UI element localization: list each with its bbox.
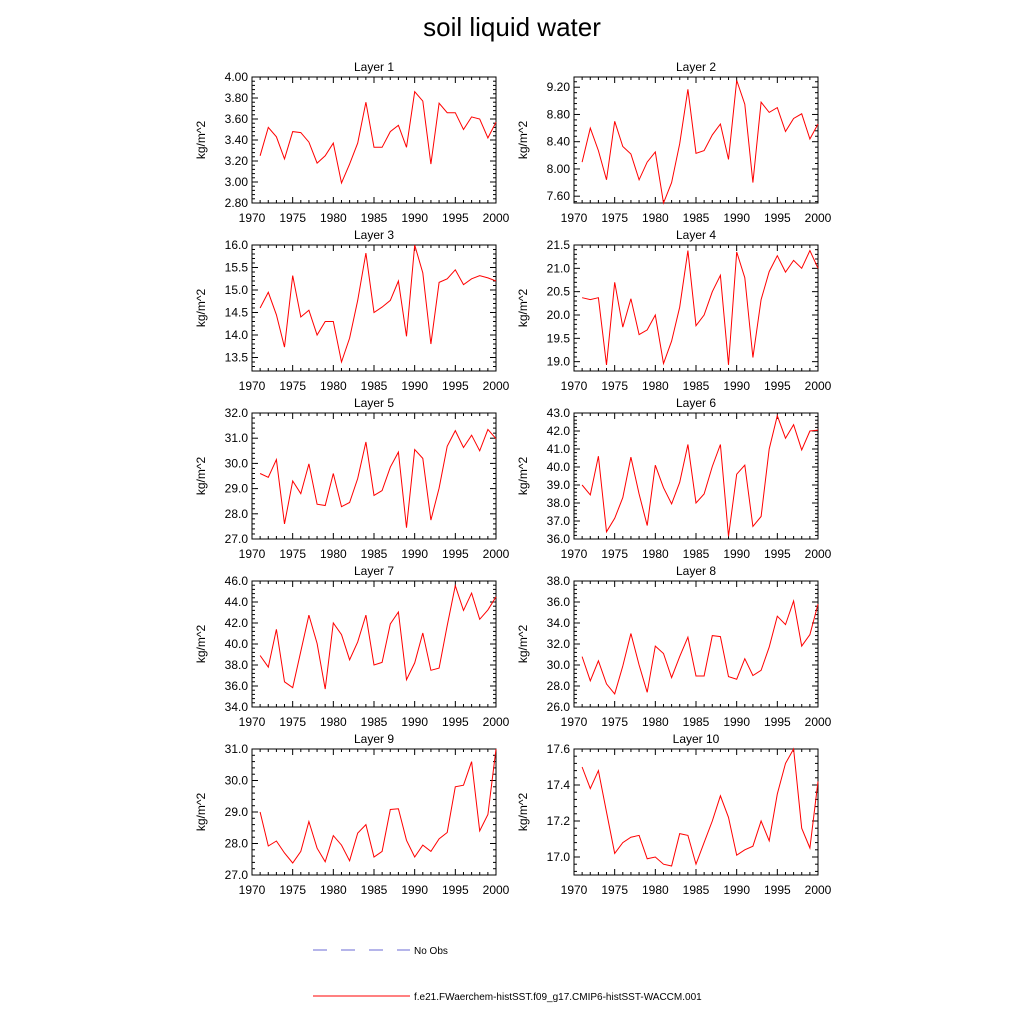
y-tick-label: 29.0	[224, 805, 248, 819]
y-tick-label: 8.40	[546, 134, 570, 149]
x-tick-label: 1985	[360, 715, 388, 729]
y-axis-label: kg/m^2	[516, 456, 530, 496]
y-tick-label: 8.80	[546, 107, 570, 122]
y-tick-label: 14.5	[224, 305, 248, 320]
x-tick-label: 1980	[641, 379, 669, 393]
x-tick-label: 1995	[763, 379, 791, 393]
legend	[313, 946, 702, 1003]
panel-title: Layer 5	[353, 396, 395, 410]
panel-title: Layer 9	[353, 732, 395, 746]
y-tick-label: 36.0	[224, 679, 248, 693]
x-tick-label: 1990	[401, 379, 429, 393]
x-tick-label: 1975	[279, 547, 307, 561]
y-tick-label: 27.0	[224, 868, 248, 882]
y-tick-label: 19.0	[546, 354, 570, 369]
y-tick-label: 30.0	[546, 658, 570, 672]
legend-obs-label: No Obs	[414, 946, 448, 957]
y-tick-label: 38.0	[224, 658, 248, 672]
y-axis-label: kg/m^2	[516, 792, 530, 832]
y-tick-label: 30.0	[224, 773, 248, 788]
x-tick-label: 1995	[441, 379, 469, 393]
x-tick-label: 2000	[804, 211, 832, 225]
panel-layer-4	[516, 228, 832, 393]
x-tick-label: 1985	[682, 547, 710, 561]
x-tick-label: 1980	[641, 883, 669, 897]
panel-layer-2	[516, 60, 832, 225]
panel-title: Layer 4	[675, 228, 717, 242]
x-tick-label: 2000	[482, 211, 510, 225]
x-tick-label: 2000	[804, 715, 832, 729]
y-tick-label: 39.0	[546, 478, 570, 492]
x-tick-label: 1990	[723, 883, 751, 897]
legend-model-label: f.e21.FWaerchem-histSST.f09_g17.CMIP6-histSST-WACCM.001	[414, 992, 702, 1003]
x-tick-label: 1980	[319, 547, 347, 561]
y-tick-label: 7.60	[546, 189, 570, 204]
panel-layer-6	[516, 396, 832, 561]
panel-layer-10	[516, 732, 832, 897]
y-axis-label: kg/m^2	[194, 624, 208, 664]
y-axis-label: kg/m^2	[516, 120, 530, 160]
x-tick-label: 1975	[601, 547, 629, 561]
series-line	[582, 80, 818, 203]
x-tick-label: 1990	[401, 883, 429, 897]
x-tick-label: 1985	[360, 379, 388, 393]
x-tick-label: 1985	[360, 211, 388, 225]
panel-layer-9	[194, 732, 510, 897]
y-tick-label: 32.0	[224, 406, 248, 420]
y-tick-label: 26.0	[546, 700, 570, 714]
y-tick-label: 37.0	[546, 514, 570, 528]
y-tick-label: 31.0	[224, 431, 248, 446]
x-tick-label: 1970	[238, 379, 266, 393]
y-tick-label: 42.0	[546, 424, 570, 438]
series-line	[260, 245, 496, 362]
y-tick-label: 17.2	[546, 814, 570, 828]
x-tick-label: 1985	[682, 211, 710, 225]
x-tick-label: 1970	[238, 715, 266, 729]
y-tick-label: 28.0	[546, 679, 570, 693]
x-tick-label: 2000	[804, 547, 832, 561]
y-tick-label: 19.5	[546, 331, 570, 346]
y-tick-label: 20.5	[546, 284, 570, 299]
y-tick-label: 34.0	[546, 616, 570, 630]
series-line	[582, 416, 818, 537]
y-tick-label: 3.60	[224, 112, 248, 126]
y-axis-label: kg/m^2	[194, 120, 208, 160]
y-tick-label: 43.0	[546, 406, 570, 420]
x-tick-label: 1970	[238, 883, 266, 897]
y-tick-label: 4.00	[224, 70, 248, 84]
plot-frame	[574, 77, 818, 203]
y-tick-label: 46.0	[224, 574, 248, 588]
x-tick-label: 1985	[360, 547, 388, 561]
y-tick-label: 28.0	[224, 506, 248, 521]
x-tick-label: 1990	[401, 211, 429, 225]
y-tick-label: 3.40	[224, 133, 248, 147]
x-tick-label: 1975	[601, 379, 629, 393]
plot-frame	[252, 581, 496, 707]
x-tick-label: 1980	[319, 379, 347, 393]
x-tick-label: 1990	[723, 547, 751, 561]
x-tick-label: 1975	[601, 883, 629, 897]
x-tick-label: 1975	[601, 715, 629, 729]
series-line	[260, 429, 496, 527]
panel-title: Layer 8	[675, 564, 717, 578]
x-tick-label: 1990	[401, 715, 429, 729]
x-tick-label: 1980	[319, 715, 347, 729]
y-tick-label: 20.0	[546, 308, 570, 322]
x-tick-label: 1995	[763, 547, 791, 561]
panel-title: Layer 7	[353, 564, 395, 578]
panel-layer-3	[194, 228, 510, 393]
panel-layer-7	[194, 564, 510, 729]
x-tick-label: 1975	[279, 715, 307, 729]
y-axis-label: kg/m^2	[194, 456, 208, 496]
x-tick-label: 1970	[560, 883, 588, 897]
plot-frame	[574, 749, 818, 875]
y-tick-label: 29.0	[224, 481, 248, 496]
x-tick-label: 2000	[482, 883, 510, 897]
plot-frame	[252, 413, 496, 539]
x-tick-label: 2000	[804, 379, 832, 393]
y-tick-label: 3.20	[224, 154, 248, 168]
y-tick-label: 36.0	[546, 532, 570, 546]
x-tick-label: 1970	[560, 547, 588, 561]
x-tick-label: 1995	[441, 211, 469, 225]
x-tick-label: 1980	[641, 211, 669, 225]
y-tick-label: 40.0	[224, 637, 248, 651]
x-tick-label: 1985	[682, 379, 710, 393]
x-tick-label: 1990	[723, 379, 751, 393]
x-tick-label: 2000	[804, 883, 832, 897]
x-tick-label: 1970	[560, 211, 588, 225]
x-tick-label: 1985	[360, 883, 388, 897]
y-tick-label: 9.20	[546, 80, 570, 95]
series-line	[260, 92, 496, 183]
y-tick-label: 3.80	[224, 91, 248, 105]
y-tick-label: 30.0	[224, 456, 248, 471]
x-tick-label: 1995	[441, 883, 469, 897]
y-tick-label: 21.0	[546, 261, 570, 276]
x-tick-label: 1985	[682, 715, 710, 729]
series-line	[582, 601, 818, 694]
y-axis-label: kg/m^2	[516, 624, 530, 664]
y-tick-label: 3.00	[224, 175, 248, 189]
y-tick-label: 16.0	[224, 238, 248, 252]
y-tick-label: 38.0	[546, 496, 570, 510]
x-tick-label: 1970	[560, 379, 588, 393]
series-line	[582, 749, 818, 866]
y-tick-label: 8.00	[546, 161, 570, 176]
x-tick-label: 1990	[723, 211, 751, 225]
x-tick-label: 2000	[482, 715, 510, 729]
y-tick-label: 17.6	[546, 742, 570, 756]
y-tick-label: 21.5	[546, 238, 570, 252]
y-tick-label: 15.5	[224, 260, 248, 275]
panel-title: Layer 1	[353, 60, 395, 74]
x-tick-label: 1985	[682, 883, 710, 897]
y-axis-label: kg/m^2	[194, 792, 208, 832]
panel-title: Layer 6	[675, 396, 717, 410]
y-tick-label: 28.0	[224, 836, 248, 851]
y-tick-label: 13.5	[224, 350, 248, 365]
series-line	[582, 251, 818, 365]
y-tick-label: 17.4	[546, 778, 570, 792]
y-tick-label: 32.0	[546, 637, 570, 651]
x-tick-label: 1975	[279, 883, 307, 897]
y-tick-label: 34.0	[224, 700, 248, 714]
y-axis-label: kg/m^2	[194, 288, 208, 328]
x-tick-label: 1995	[763, 211, 791, 225]
page-title: soil liquid water	[423, 12, 601, 42]
x-tick-label: 1995	[763, 715, 791, 729]
y-tick-label: 2.80	[224, 196, 248, 210]
plot-frame	[574, 413, 818, 539]
x-tick-label: 1970	[238, 547, 266, 561]
y-tick-label: 31.0	[224, 742, 248, 756]
y-tick-label: 42.0	[224, 616, 248, 630]
panel-title: Layer 10	[672, 732, 720, 746]
x-tick-label: 1980	[319, 211, 347, 225]
x-tick-label: 2000	[482, 547, 510, 561]
y-tick-label: 40.0	[546, 460, 570, 474]
x-tick-label: 1995	[441, 547, 469, 561]
panel-title: Layer 2	[675, 60, 717, 74]
x-tick-label: 1990	[723, 715, 751, 729]
x-tick-label: 1990	[401, 547, 429, 561]
x-tick-label: 2000	[482, 379, 510, 393]
x-tick-label: 1980	[641, 715, 669, 729]
panel-layer-5	[194, 396, 510, 561]
panel-title: Layer 3	[353, 228, 395, 242]
y-tick-label: 41.0	[546, 442, 570, 456]
x-tick-label: 1975	[279, 211, 307, 225]
plot-frame	[574, 581, 818, 707]
plot-frame	[252, 77, 496, 203]
y-tick-label: 14.0	[224, 328, 248, 342]
series-line	[260, 586, 496, 689]
panel-layer-1	[194, 60, 510, 225]
y-tick-label: 27.0	[224, 532, 248, 546]
x-tick-label: 1970	[238, 211, 266, 225]
panel-layer-8	[516, 564, 832, 729]
x-tick-label: 1980	[641, 547, 669, 561]
x-tick-label: 1995	[763, 883, 791, 897]
series-line	[260, 749, 496, 863]
x-tick-label: 1975	[601, 211, 629, 225]
x-tick-label: 1970	[560, 715, 588, 729]
y-axis-label: kg/m^2	[516, 288, 530, 328]
x-tick-label: 1975	[279, 379, 307, 393]
chart-panels	[194, 60, 832, 897]
y-tick-label: 15.0	[224, 283, 248, 297]
y-tick-label: 44.0	[224, 595, 248, 609]
x-tick-label: 1980	[319, 883, 347, 897]
y-tick-label: 36.0	[546, 595, 570, 609]
y-tick-label: 38.0	[546, 574, 570, 588]
x-tick-label: 1995	[441, 715, 469, 729]
y-tick-label: 17.0	[546, 850, 570, 864]
